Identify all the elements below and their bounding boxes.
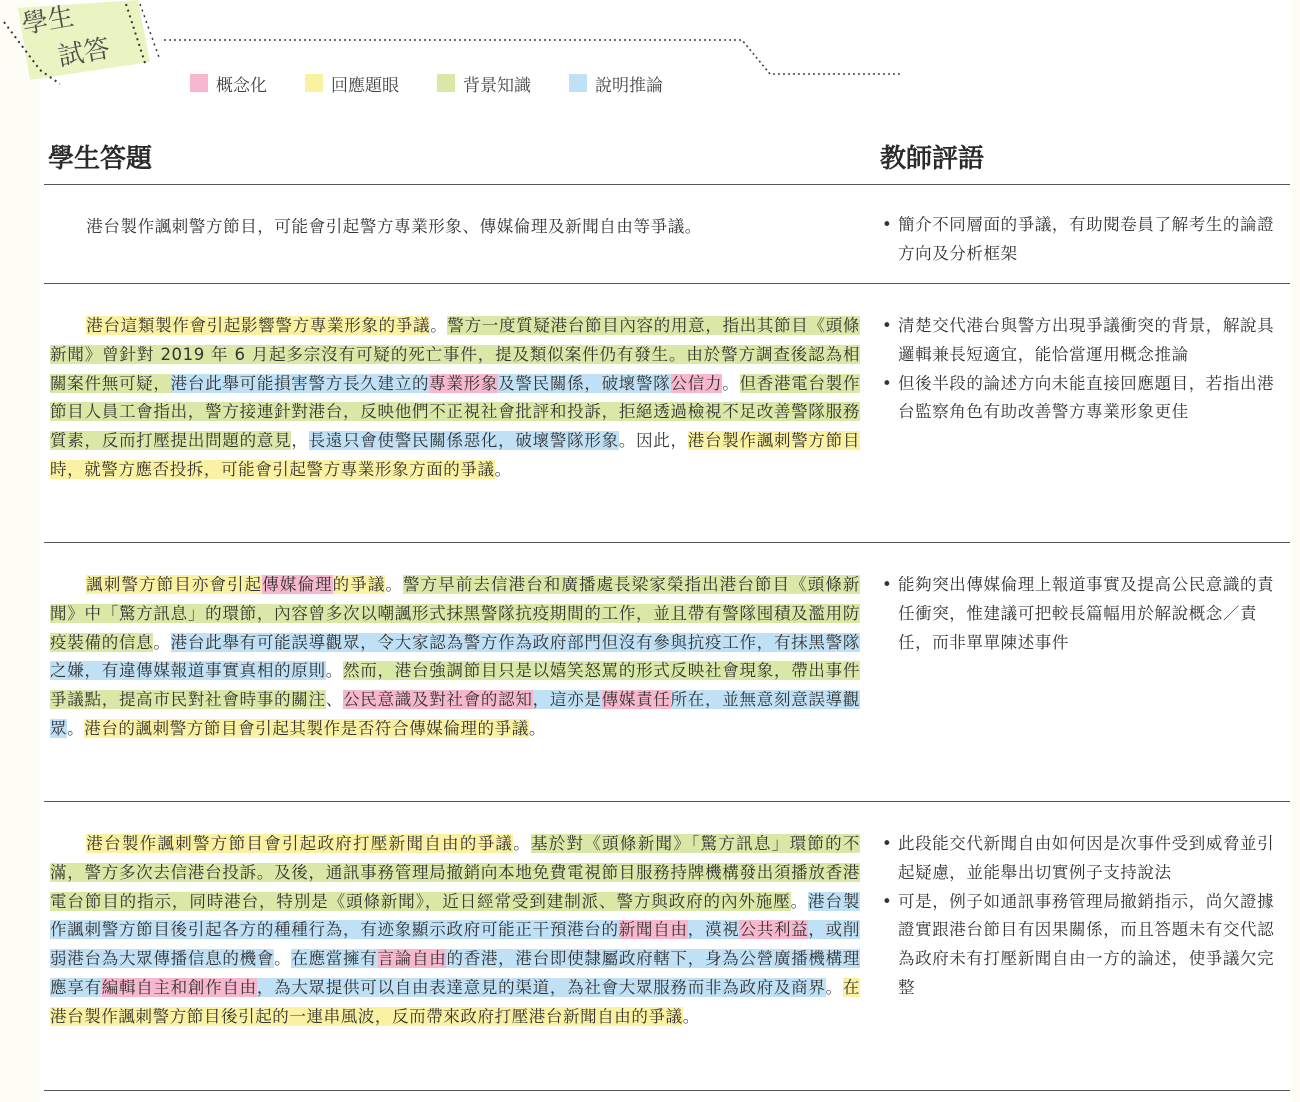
highlight-legend	[190, 72, 701, 94]
legend-item	[437, 71, 531, 96]
explanation-highlight: 的香港，港台即使隸屬政府轄下，身為公營廣播機構理應享有	[50, 949, 861, 997]
badge-line2: 試答	[55, 33, 113, 73]
student-paragraph	[50, 571, 860, 744]
teacher-comment: • 此段能交代新聞自由如何因是次事件受到威脅並引起疑慮，並能舉出切實例子支持說法	[882, 830, 1286, 888]
teacher-comment: • 清楚交代港台與警方出現爭議衝突的背景，解說具邏輯兼長短適宜，能恰當運用概念推論	[882, 312, 1286, 370]
plain-text: 。	[722, 373, 740, 393]
explanation-highlight: 長遠只會使警民關係惡化，破壞警隊形象	[308, 431, 619, 451]
respond-highlight: 在港台製作諷刺警方節目後引起的一連串風波，反而帶來政府打壓港台新聞自由的爭議	[50, 977, 860, 1026]
concept-highlight: 傳媒責任	[601, 690, 671, 710]
student-answer-heading: 學生答題	[48, 144, 153, 174]
legend-swatch	[190, 74, 208, 92]
explanation-highlight: ，為大眾提供可以自由表達意見的渠道，為社會大眾服務而非為政府及商界	[256, 977, 826, 997]
plain-text: 。	[274, 949, 292, 969]
plain-text: 。	[790, 891, 809, 911]
explanation-highlight: ，漠視	[687, 920, 740, 940]
legend-label: 概念化	[216, 75, 267, 96]
explanation-highlight: ，或削弱港台為大眾傳播信息的機會	[50, 920, 860, 969]
student-paragraph	[50, 312, 860, 485]
plain-text: 。	[67, 718, 85, 738]
respond-highlight: 的爭議	[332, 575, 386, 594]
plain-text: 。	[430, 316, 448, 335]
respond-highlight: 諷刺警方節目亦會引起	[86, 575, 263, 594]
plain-text: 、	[325, 690, 344, 710]
explanation-highlight: 所在，並無意刻意誤導觀眾	[50, 690, 861, 738]
answer-row-media-ethics	[44, 543, 1290, 802]
table-header	[44, 128, 1290, 185]
teacher-comment: • 可是，例子如通訊事務管理局撤銷指示，尚欠證據證實跟港台節目有因果關係，而且答題未有交代認為政府未有打壓新聞自由一方的論述，使爭議欠完整	[882, 888, 1286, 1003]
student-attempt-badge	[0, 0, 152, 90]
explanation-highlight: 在應當擁有	[291, 949, 378, 969]
respond-highlight: 港台製作諷刺警方節目時，就警方應否投拆，可能會引起警方專業形象方面的爭議	[50, 431, 861, 479]
concept-highlight: 專業形象	[429, 373, 499, 393]
concept-highlight: 編輯自主和創作自由	[101, 977, 257, 997]
teacher-comments	[882, 571, 1286, 657]
explanation-highlight: 港台此舉有可能誤導觀眾，令大家認為警方作為政府部門但沒有參與抗疫工作，有抹黑警隊之嫌，有違傳媒報道事實真相的原則	[50, 632, 860, 681]
background-highlight: 警方早前去信港台和廣播處長梁家榮指出港台節目《頭條新聞》中「驚方訊息」的環節，內容曾多次以嘲諷形式抹黑警隊抗疫期間的工作，並且帶有警隊囤積及濫用防疫裝備的信息	[50, 575, 861, 652]
plain-text: 。	[513, 834, 531, 853]
concept-highlight: 傳媒倫理	[262, 575, 333, 594]
plain-text: 。	[385, 575, 404, 594]
legend-item	[305, 71, 399, 96]
plain-text: 。	[325, 661, 344, 681]
plain-text: 。因此，	[618, 431, 688, 451]
concept-highlight: 公民意識及對社會的認知	[343, 690, 533, 710]
background-highlight: 基於對《頭條新聞》「驚方訊息」環節的不滿，警方多次去信港台投訴。及後，通訊事務管理局撤銷向本地免費電視節目服務持牌機構發出須播放香港電台節目的指示，同時港台，特別是《頭條新聞》，近日經常受到建制派、警方與政府的內外施壓	[50, 834, 860, 911]
answer-row-professional-image	[44, 284, 1290, 543]
teacher-comment: • 能夠突出傳媒倫理上報道事實及提高公民意識的責任衝突，惟建議可把較長篇幅用於解說概念／責任，而非單單陳述事件	[882, 571, 1286, 657]
legend-label: 背景知識	[463, 75, 531, 96]
concept-highlight: 公信力	[670, 373, 723, 393]
teacher-comments	[882, 211, 1286, 269]
concept-highlight: 新聞自由	[618, 920, 688, 940]
explanation-highlight: ，這亦是	[532, 690, 602, 710]
explanation-highlight: 港台製作諷刺警方節目後引起各方的種種行為，有迹象顯示政府可能正干預港台的	[50, 891, 860, 940]
respond-highlight: 港台這類製作會引起影響警方專業形象的爭議	[86, 316, 431, 335]
background-highlight: 但香港電台製作節目人員工會指出，警方接連針對港台，反映他們不正視社會批評和投訴，拒絕透過檢視不足改善警隊服務質素，反而打壓提出問題的意見	[50, 373, 861, 451]
teacher-comments	[882, 830, 1286, 1003]
answer-row-press-freedom	[44, 802, 1290, 1091]
plain-text: 。	[825, 977, 843, 997]
respond-highlight: 港台製作諷刺警方節目會引起政府打壓新聞自由的爭議	[86, 834, 514, 853]
legend-label: 回應題眼	[331, 75, 399, 96]
answer-row-intro	[44, 185, 1290, 284]
plain-text: 港台製作諷刺警方節目，可能會引起警方專業形象、傳媒倫理及新聞自由等爭議。	[86, 217, 702, 236]
student-paragraph	[50, 213, 860, 242]
badge-line1: 學生	[19, 1, 77, 41]
legend-swatch	[437, 74, 455, 92]
plain-text: 。	[153, 632, 171, 652]
plain-text: ，	[291, 431, 309, 451]
legend-swatch	[569, 74, 587, 92]
background-highlight: 然而，港台強調節目只是以嬉笑怒罵的形式反映社會現象，帶出事件爭議點，提高市民對社會時事的關注	[50, 661, 861, 710]
respond-highlight: 港台的諷刺警方節目會引起其製作是否符合傳媒倫理的爭議	[84, 718, 529, 738]
legend-item	[569, 71, 663, 96]
legend-item	[190, 71, 267, 96]
legend-swatch	[305, 74, 323, 92]
plain-text: 。	[682, 1006, 700, 1026]
explanation-highlight: 及警民關係，破壞警隊	[498, 373, 671, 393]
legend-label: 說明推論	[595, 75, 663, 96]
teacher-comment: • 但後半段的論述方向未能直接回應題目，若指出港台監察角色有助改善警方專業形象更佳	[882, 370, 1286, 428]
concept-highlight: 言論自由	[377, 949, 447, 969]
concept-highlight: 公共利益	[739, 920, 809, 940]
teacher-comment: • 簡介不同層面的爭議，有助閱卷員了解考生的論證方向及分析框架	[882, 211, 1286, 269]
explanation-highlight: 港台此舉可能損害警方長久建立的	[170, 373, 430, 393]
plain-text: 。	[494, 459, 512, 479]
teacher-comments	[882, 312, 1286, 427]
teacher-comment-heading: 教師評語	[880, 144, 985, 174]
background-highlight: 警方一度質疑港台節目內容的用意，指出其節目《頭條新聞》曾針對 2019 年 6 月起多宗沒有可疑的死亡事件，提及類似案件仍有發生。由於警方調查後認為相關案件無可疑，	[50, 316, 860, 393]
student-paragraph	[50, 830, 860, 1032]
plain-text: 。	[528, 718, 546, 738]
